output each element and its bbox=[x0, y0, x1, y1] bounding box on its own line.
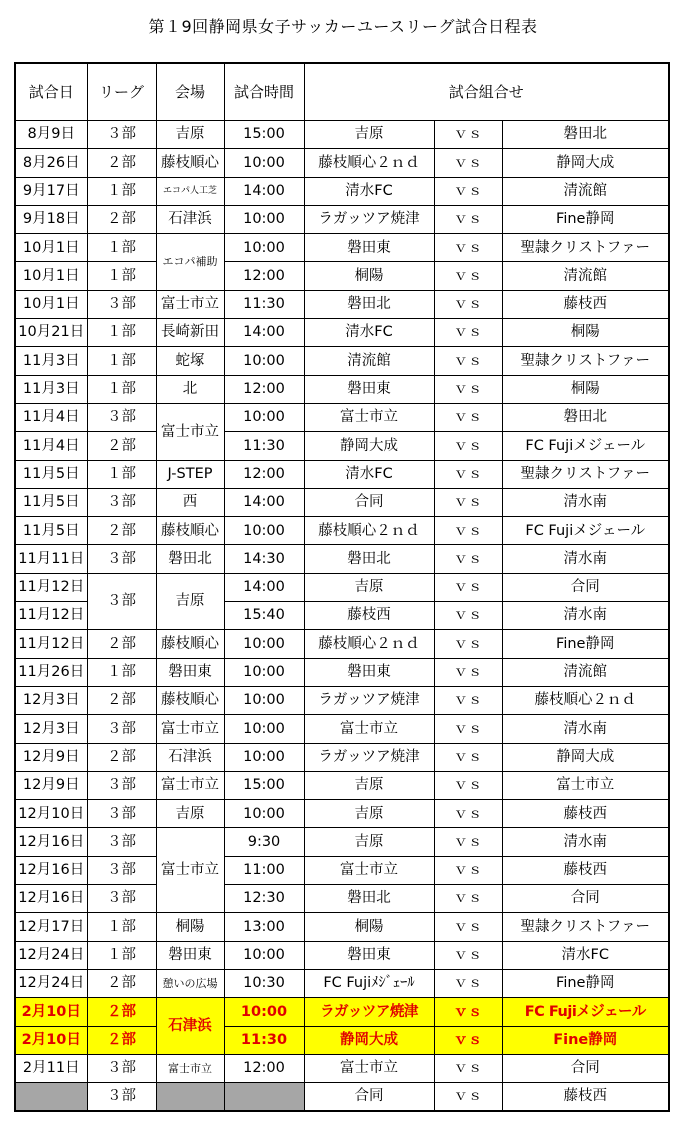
cell-league: １部 bbox=[87, 375, 156, 403]
cell-home: ラガッツア焼津 bbox=[304, 686, 434, 714]
cell-date: 12月9日 bbox=[15, 771, 87, 799]
cell-venue: 藤枝順心 bbox=[156, 686, 224, 714]
cell-league: ３部 bbox=[87, 488, 156, 516]
cell-away: 藤枝西 bbox=[502, 800, 669, 828]
cell-time: 14:30 bbox=[224, 545, 304, 573]
header-row bbox=[15, 63, 669, 121]
cell-vs: ｖｓ bbox=[434, 319, 502, 347]
cell-time: 10:00 bbox=[224, 998, 304, 1026]
cell-league: ３部 bbox=[87, 885, 156, 913]
cell-away: 清流館 bbox=[502, 658, 669, 686]
table-row bbox=[15, 205, 669, 233]
cell-date: 11月12日 bbox=[15, 630, 87, 658]
cell-date: 10月1日 bbox=[15, 262, 87, 290]
cell-date: 11月5日 bbox=[15, 488, 87, 516]
cell-time: 11:30 bbox=[224, 290, 304, 318]
cell-home: 磐田東 bbox=[304, 234, 434, 262]
cell-date: 12月24日 bbox=[15, 969, 87, 997]
cell-away: Fine静岡 bbox=[502, 969, 669, 997]
cell-home: 吉原 bbox=[304, 800, 434, 828]
cell-date: 12月3日 bbox=[15, 715, 87, 743]
cell-vs: ｖｓ bbox=[434, 658, 502, 686]
cell-home: 磐田東 bbox=[304, 658, 434, 686]
cell-time: 15:00 bbox=[224, 771, 304, 799]
cell-venue: 富士市立 bbox=[156, 290, 224, 318]
table-row bbox=[15, 969, 669, 997]
table-row bbox=[15, 856, 669, 884]
cell-home: ラガッツア焼津 bbox=[304, 743, 434, 771]
cell-vs: ｖｓ bbox=[434, 1083, 502, 1112]
cell-time: 10:00 bbox=[224, 686, 304, 714]
cell-time: 12:00 bbox=[224, 375, 304, 403]
table-row bbox=[15, 771, 669, 799]
cell-date: 12月17日 bbox=[15, 913, 87, 941]
cell-time: 15:00 bbox=[224, 121, 304, 149]
cell-away: 静岡大成 bbox=[502, 743, 669, 771]
cell-vs: ｖｓ bbox=[434, 375, 502, 403]
cell-league: ３部 bbox=[87, 545, 156, 573]
cell-home: 富士市立 bbox=[304, 856, 434, 884]
cell-vs: ｖｓ bbox=[434, 913, 502, 941]
cell-away: 磐田北 bbox=[502, 403, 669, 431]
cell-venue: 石津浜 bbox=[156, 998, 224, 1055]
cell-vs: ｖｓ bbox=[434, 234, 502, 262]
cell-home: 吉原 bbox=[304, 771, 434, 799]
cell-vs: ｖｓ bbox=[434, 998, 502, 1026]
cell-time: 10:00 bbox=[224, 205, 304, 233]
cell-league: ３部 bbox=[87, 403, 156, 431]
schedule-table bbox=[14, 62, 670, 1112]
cell-home: FC Fujiﾒｼﾞｪｰﾙ bbox=[304, 969, 434, 997]
cell-venue: 蛇塚 bbox=[156, 347, 224, 375]
cell-away: 静岡大成 bbox=[502, 149, 669, 177]
cell-away: 藤枝順心２ｎｄ bbox=[502, 686, 669, 714]
cell-home: 清水FC bbox=[304, 460, 434, 488]
cell-home: 磐田東 bbox=[304, 941, 434, 969]
cell-date: 11月26日 bbox=[15, 658, 87, 686]
cell-league: ３部 bbox=[87, 715, 156, 743]
cell-venue: 西 bbox=[156, 488, 224, 516]
cell-league: ３部 bbox=[87, 856, 156, 884]
cell-time: 10:00 bbox=[224, 347, 304, 375]
cell-away: 清水南 bbox=[502, 488, 669, 516]
table-row-highlighted bbox=[15, 1026, 669, 1054]
cell-venue: 憩いの広場 bbox=[156, 969, 224, 997]
cell-date: 11月5日 bbox=[15, 460, 87, 488]
cell-league: １部 bbox=[87, 262, 156, 290]
cell-league: ２部 bbox=[87, 517, 156, 545]
cell-home: 清流館 bbox=[304, 347, 434, 375]
cell-league: ３部 bbox=[87, 771, 156, 799]
cell-league: ３部 bbox=[87, 121, 156, 149]
table-row bbox=[15, 262, 669, 290]
cell-league: １部 bbox=[87, 347, 156, 375]
cell-home: 桐陽 bbox=[304, 262, 434, 290]
table-row bbox=[15, 460, 669, 488]
cell-venue: 吉原 bbox=[156, 800, 224, 828]
cell-vs: ｖｓ bbox=[434, 969, 502, 997]
cell-vs: ｖｓ bbox=[434, 149, 502, 177]
cell-time: 10:30 bbox=[224, 969, 304, 997]
cell-home: 合同 bbox=[304, 488, 434, 516]
cell-league: ３部 bbox=[87, 290, 156, 318]
cell-venue: 長崎新田 bbox=[156, 319, 224, 347]
table-row bbox=[15, 177, 669, 205]
cell-league: ２部 bbox=[87, 630, 156, 658]
cell-vs: ｖｓ bbox=[434, 1054, 502, 1082]
cell-time: 14:00 bbox=[224, 488, 304, 516]
cell-vs: ｖｓ bbox=[434, 488, 502, 516]
cell-venue: 富士市立 bbox=[156, 828, 224, 913]
cell-away: 清水FC bbox=[502, 941, 669, 969]
cell-date: 10月1日 bbox=[15, 234, 87, 262]
cell-home: 富士市立 bbox=[304, 1054, 434, 1082]
cell-home: 磐田北 bbox=[304, 885, 434, 913]
table-row bbox=[15, 319, 669, 347]
table-row bbox=[15, 375, 669, 403]
cell-time: 12:00 bbox=[224, 1054, 304, 1082]
cell-vs: ｖｓ bbox=[434, 205, 502, 233]
cell-away: Fine静岡 bbox=[502, 630, 669, 658]
cell-venue: 富士市立 bbox=[156, 771, 224, 799]
cell-time: 9:30 bbox=[224, 828, 304, 856]
cell-league: ３部 bbox=[87, 1054, 156, 1082]
cell-venue: 富士市立 bbox=[156, 715, 224, 743]
cell-vs: ｖｓ bbox=[434, 743, 502, 771]
cell-venue: 磐田東 bbox=[156, 658, 224, 686]
cell-away: 桐陽 bbox=[502, 375, 669, 403]
cell-league: ２部 bbox=[87, 686, 156, 714]
cell-time-blank bbox=[224, 1083, 304, 1112]
cell-home: 清水FC bbox=[304, 177, 434, 205]
cell-vs: ｖｓ bbox=[434, 771, 502, 799]
cell-league: ３部 bbox=[87, 828, 156, 856]
cell-date: 2月10日 bbox=[15, 1026, 87, 1054]
cell-time: 12:00 bbox=[224, 262, 304, 290]
cell-date: 11月4日 bbox=[15, 432, 87, 460]
cell-time: 14:00 bbox=[224, 319, 304, 347]
table-row-highlighted bbox=[15, 998, 669, 1026]
cell-league: ２部 bbox=[87, 432, 156, 460]
header-venue: 会場 bbox=[156, 63, 224, 121]
cell-league: １部 bbox=[87, 941, 156, 969]
cell-date: 10月1日 bbox=[15, 290, 87, 318]
cell-home: 吉原 bbox=[304, 828, 434, 856]
cell-date: 11月11日 bbox=[15, 545, 87, 573]
table-row bbox=[15, 432, 669, 460]
header-league: リーグ bbox=[87, 63, 156, 121]
cell-away: 聖隷クリストファー bbox=[502, 913, 669, 941]
cell-date: 9月17日 bbox=[15, 177, 87, 205]
table-row bbox=[15, 403, 669, 431]
cell-vs: ｖｓ bbox=[434, 347, 502, 375]
table-row bbox=[15, 630, 669, 658]
cell-home: 吉原 bbox=[304, 121, 434, 149]
cell-vs: ｖｓ bbox=[434, 1026, 502, 1054]
cell-league: ２部 bbox=[87, 149, 156, 177]
cell-time: 10:00 bbox=[224, 658, 304, 686]
cell-date: 11月5日 bbox=[15, 517, 87, 545]
cell-vs: ｖｓ bbox=[434, 941, 502, 969]
cell-vs: ｖｓ bbox=[434, 432, 502, 460]
header-date: 試合日 bbox=[15, 63, 87, 121]
cell-vs: ｖｓ bbox=[434, 602, 502, 630]
cell-time: 11:30 bbox=[224, 432, 304, 460]
cell-date: 2月10日 bbox=[15, 998, 87, 1026]
cell-vs: ｖｓ bbox=[434, 630, 502, 658]
cell-time: 14:00 bbox=[224, 573, 304, 601]
cell-venue: 磐田北 bbox=[156, 545, 224, 573]
cell-time: 15:40 bbox=[224, 602, 304, 630]
cell-home: 磐田北 bbox=[304, 290, 434, 318]
cell-date: 11月4日 bbox=[15, 403, 87, 431]
table-row bbox=[15, 149, 669, 177]
table-row bbox=[15, 234, 669, 262]
cell-date: 11月12日 bbox=[15, 602, 87, 630]
cell-away: 清水南 bbox=[502, 602, 669, 630]
cell-home: 富士市立 bbox=[304, 403, 434, 431]
cell-away: Fine静岡 bbox=[502, 1026, 669, 1054]
cell-vs: ｖｓ bbox=[434, 262, 502, 290]
cell-vs: ｖｓ bbox=[434, 573, 502, 601]
cell-league: １部 bbox=[87, 913, 156, 941]
cell-league: １部 bbox=[87, 658, 156, 686]
cell-away: 清流館 bbox=[502, 262, 669, 290]
table-row bbox=[15, 941, 669, 969]
table-row bbox=[15, 913, 669, 941]
cell-home: 富士市立 bbox=[304, 715, 434, 743]
cell-away: 聖隷クリストファー bbox=[502, 347, 669, 375]
cell-vs: ｖｓ bbox=[434, 686, 502, 714]
cell-time: 10:00 bbox=[224, 630, 304, 658]
cell-vs: ｖｓ bbox=[434, 121, 502, 149]
cell-date: 12月3日 bbox=[15, 686, 87, 714]
table-row bbox=[15, 686, 669, 714]
cell-date: 11月3日 bbox=[15, 347, 87, 375]
table-row bbox=[15, 573, 669, 601]
cell-time: 10:00 bbox=[224, 800, 304, 828]
cell-home: 藤枝順心２ｎｄ bbox=[304, 517, 434, 545]
table-row bbox=[15, 715, 669, 743]
cell-league: ２部 bbox=[87, 969, 156, 997]
cell-venue: 吉原 bbox=[156, 573, 224, 630]
cell-venue: 石津浜 bbox=[156, 743, 224, 771]
cell-date: 9月18日 bbox=[15, 205, 87, 233]
cell-time: 13:00 bbox=[224, 913, 304, 941]
cell-home: ラガッツア焼津 bbox=[304, 998, 434, 1026]
cell-away: 聖隷クリストファー bbox=[502, 460, 669, 488]
cell-away: FC Fujiメジェール bbox=[502, 998, 669, 1026]
cell-venue: 桐陽 bbox=[156, 913, 224, 941]
header-match: 試合組合せ bbox=[304, 63, 669, 121]
cell-date: 12月9日 bbox=[15, 743, 87, 771]
cell-away: 清流館 bbox=[502, 177, 669, 205]
cell-time: 12:00 bbox=[224, 460, 304, 488]
cell-away: 清水南 bbox=[502, 545, 669, 573]
cell-time: 10:00 bbox=[224, 403, 304, 431]
cell-venue: 石津浜 bbox=[156, 205, 224, 233]
cell-time: 10:00 bbox=[224, 941, 304, 969]
cell-away: 合同 bbox=[502, 1054, 669, 1082]
cell-date-blank bbox=[15, 1083, 87, 1112]
table-row bbox=[15, 800, 669, 828]
cell-home: 桐陽 bbox=[304, 913, 434, 941]
cell-home: ラガッツア焼津 bbox=[304, 205, 434, 233]
cell-away: 藤枝西 bbox=[502, 290, 669, 318]
cell-time: 10:00 bbox=[224, 715, 304, 743]
cell-date: 11月3日 bbox=[15, 375, 87, 403]
cell-home: 吉原 bbox=[304, 573, 434, 601]
cell-date: 12月16日 bbox=[15, 885, 87, 913]
cell-time: 12:30 bbox=[224, 885, 304, 913]
cell-home: 合同 bbox=[304, 1083, 434, 1112]
cell-venue: 富士市立 bbox=[156, 403, 224, 460]
cell-vs: ｖｓ bbox=[434, 460, 502, 488]
cell-away: 清水南 bbox=[502, 828, 669, 856]
cell-home: 磐田東 bbox=[304, 375, 434, 403]
header-time: 試合時間 bbox=[224, 63, 304, 121]
cell-vs: ｖｓ bbox=[434, 177, 502, 205]
cell-date: 10月21日 bbox=[15, 319, 87, 347]
cell-date: 2月11日 bbox=[15, 1054, 87, 1082]
cell-vs: ｖｓ bbox=[434, 290, 502, 318]
table-row bbox=[15, 545, 669, 573]
table-row bbox=[15, 658, 669, 686]
cell-league: ２部 bbox=[87, 743, 156, 771]
table-row bbox=[15, 347, 669, 375]
cell-away: 合同 bbox=[502, 573, 669, 601]
cell-league: １部 bbox=[87, 234, 156, 262]
cell-date: 11月12日 bbox=[15, 573, 87, 601]
cell-time: 11:00 bbox=[224, 856, 304, 884]
cell-date: 12月16日 bbox=[15, 856, 87, 884]
cell-venue: J-STEP bbox=[156, 460, 224, 488]
cell-league: ３部 bbox=[87, 800, 156, 828]
table-row bbox=[15, 290, 669, 318]
cell-venue: 藤枝順心 bbox=[156, 630, 224, 658]
cell-date: 12月24日 bbox=[15, 941, 87, 969]
cell-venue: 磐田東 bbox=[156, 941, 224, 969]
cell-away: 桐陽 bbox=[502, 319, 669, 347]
cell-home: 清水FC bbox=[304, 319, 434, 347]
cell-away: 藤枝西 bbox=[502, 856, 669, 884]
cell-venue-blank bbox=[156, 1083, 224, 1112]
table-row bbox=[15, 1054, 669, 1082]
cell-away: FC Fujiメジェール bbox=[502, 517, 669, 545]
cell-vs: ｖｓ bbox=[434, 715, 502, 743]
cell-date: 12月16日 bbox=[15, 828, 87, 856]
cell-venue: エコパ補助 bbox=[156, 234, 224, 291]
table-row bbox=[15, 885, 669, 913]
cell-venue: 富士市立 bbox=[156, 1054, 224, 1082]
cell-vs: ｖｓ bbox=[434, 828, 502, 856]
cell-home: 藤枝順心２ｎｄ bbox=[304, 149, 434, 177]
cell-time: 10:00 bbox=[224, 743, 304, 771]
cell-time: 14:00 bbox=[224, 177, 304, 205]
cell-away: 藤枝西 bbox=[502, 1083, 669, 1112]
cell-away: FC Fujiメジェール bbox=[502, 432, 669, 460]
cell-home: 静岡大成 bbox=[304, 432, 434, 460]
table-row bbox=[15, 1083, 669, 1112]
table-row bbox=[15, 743, 669, 771]
cell-league: ２部 bbox=[87, 205, 156, 233]
cell-time: 10:00 bbox=[224, 517, 304, 545]
cell-home: 藤枝西 bbox=[304, 602, 434, 630]
cell-away: 富士市立 bbox=[502, 771, 669, 799]
cell-time: 10:00 bbox=[224, 149, 304, 177]
cell-venue: 北 bbox=[156, 375, 224, 403]
cell-vs: ｖｓ bbox=[434, 545, 502, 573]
table-row bbox=[15, 488, 669, 516]
cell-league: １部 bbox=[87, 460, 156, 488]
cell-league: １部 bbox=[87, 319, 156, 347]
table-row bbox=[15, 121, 669, 149]
cell-league: ２部 bbox=[87, 998, 156, 1026]
cell-venue: 吉原 bbox=[156, 121, 224, 149]
cell-vs: ｖｓ bbox=[434, 403, 502, 431]
cell-league: ３部 bbox=[87, 573, 156, 630]
cell-time: 11:30 bbox=[224, 1026, 304, 1054]
cell-venue: 藤枝順心 bbox=[156, 517, 224, 545]
cell-vs: ｖｓ bbox=[434, 856, 502, 884]
cell-date: 8月26日 bbox=[15, 149, 87, 177]
table-row bbox=[15, 517, 669, 545]
page-title: 第１9回静岡県女子サッカーユースリーグ試合日程表 bbox=[148, 17, 538, 36]
cell-vs: ｖｓ bbox=[434, 885, 502, 913]
cell-league: ２部 bbox=[87, 1026, 156, 1054]
cell-date: 8月9日 bbox=[15, 121, 87, 149]
cell-home: 静岡大成 bbox=[304, 1026, 434, 1054]
cell-time: 10:00 bbox=[224, 234, 304, 262]
cell-league: １部 bbox=[87, 177, 156, 205]
cell-away: 聖隷クリストファー bbox=[502, 234, 669, 262]
cell-vs: ｖｓ bbox=[434, 800, 502, 828]
cell-home: 磐田北 bbox=[304, 545, 434, 573]
cell-home: 藤枝順心２ｎｄ bbox=[304, 630, 434, 658]
cell-away: 磐田北 bbox=[502, 121, 669, 149]
table-row bbox=[15, 828, 669, 856]
cell-date: 12月10日 bbox=[15, 800, 87, 828]
cell-away: 清水南 bbox=[502, 715, 669, 743]
cell-venue: エコパ人工芝 bbox=[156, 177, 224, 205]
cell-away: Fine静岡 bbox=[502, 205, 669, 233]
cell-venue: 藤枝順心 bbox=[156, 149, 224, 177]
cell-vs: ｖｓ bbox=[434, 517, 502, 545]
cell-away: 合同 bbox=[502, 885, 669, 913]
cell-league: ３部 bbox=[87, 1083, 156, 1112]
